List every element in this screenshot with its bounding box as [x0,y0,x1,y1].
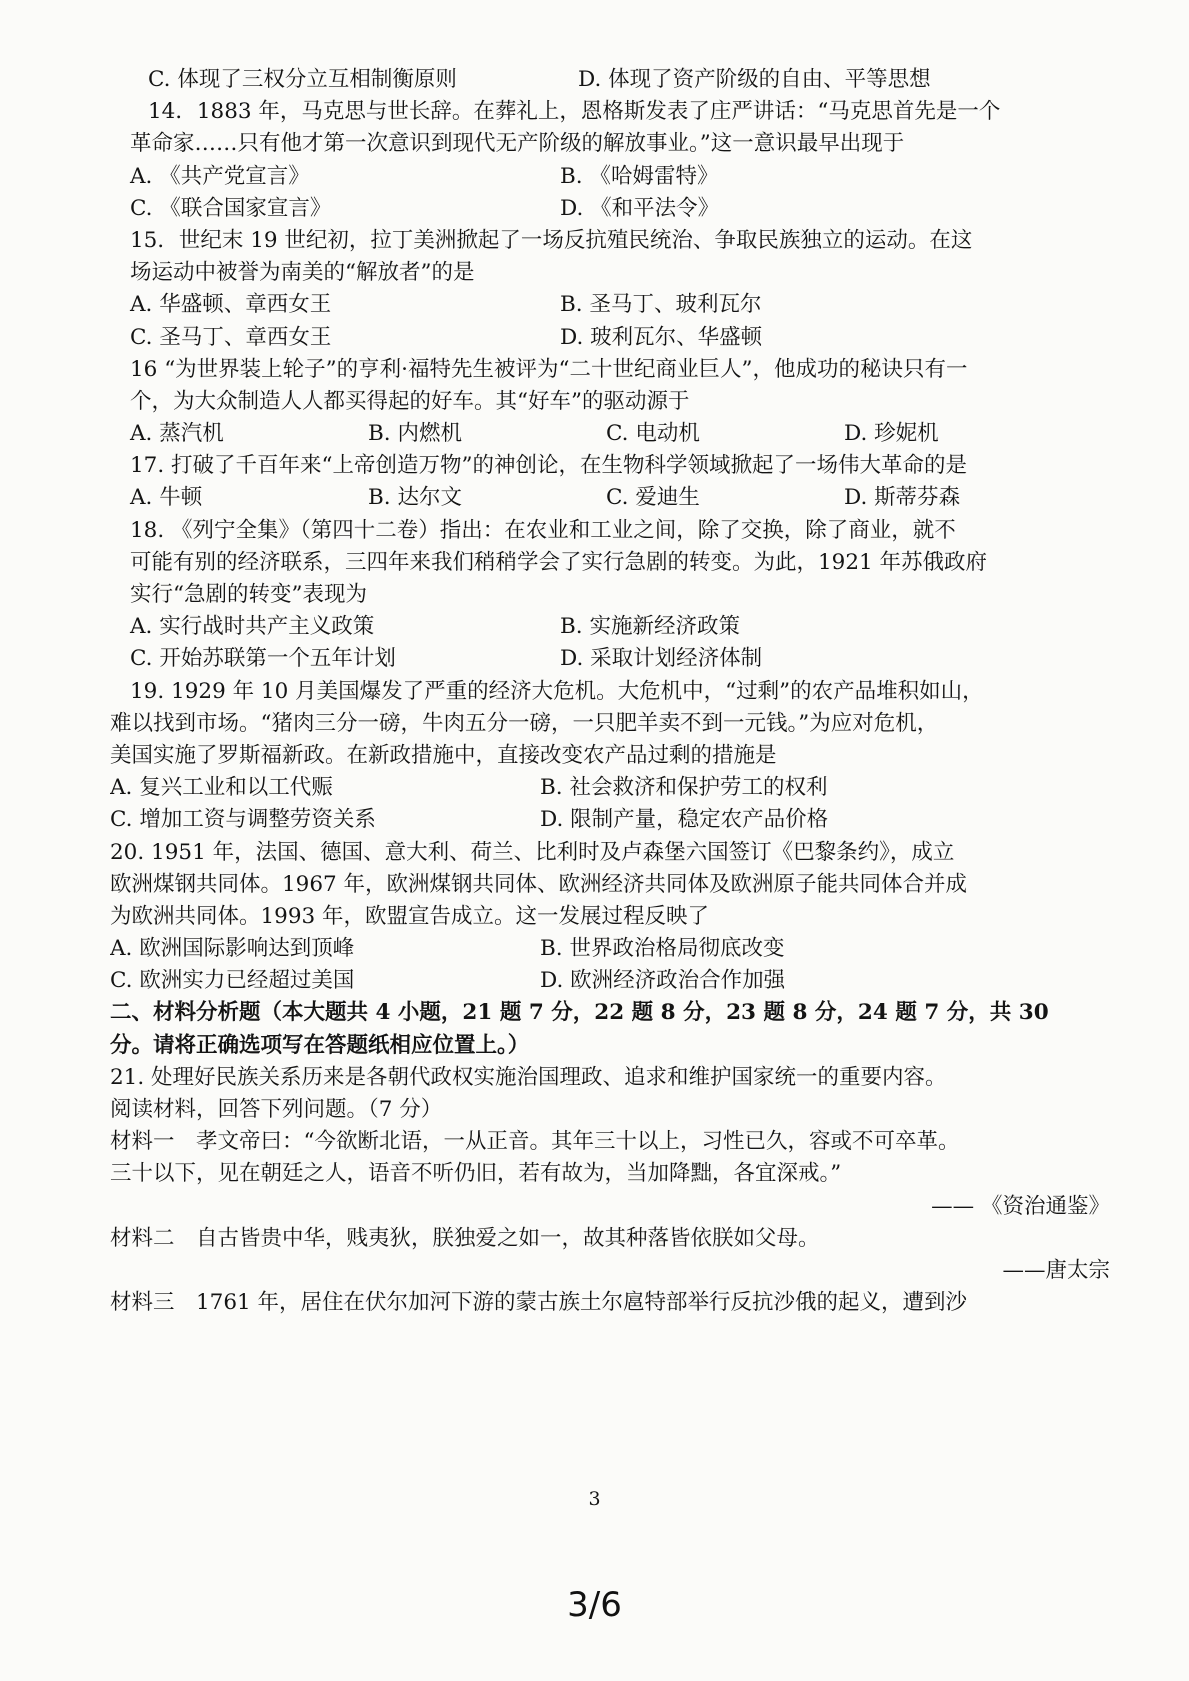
text-line: 二、材料分析题（本大题共 4 小题，21 题 7 分，22 题 8 分，23 题 8 分，24 题 7 分，共 30 [110,1000,1049,1026]
answer-option: C. 《联合国家宣言》 [130,195,332,221]
options-row [110,772,1110,804]
answer-option: B. 《哈姆雷特》 [560,163,719,189]
text-line: 14．1883 年，马克思与世长辞。在葬礼上，恩格斯发表了庄严讲话：“马克思首先是一个 [148,99,1001,125]
answer-option: D. 珍妮机 [844,421,939,447]
answer-option: D. 限制产量，稳定农产品价格 [540,807,829,833]
answer-option: D. 采取计划经济体制 [560,646,763,672]
answer-option: C. 开始苏联第一个五年计划 [130,646,396,672]
text-line: 15．世纪末 19 世纪初，拉丁美洲掀起了一场反抗殖民统治、争取民族独立的运动。在这 [130,227,973,253]
answer-option: C. 增加工资与调整劳资关系 [110,807,376,833]
text-line: 18. 《列宁全集》（第四十二卷）指出：在农业和工业之间，除了交换，除了商业，就不 [130,517,956,543]
answer-option: A. 华盛顿、章西女王 [130,292,332,318]
text-line: 20. 1951 年，法国、德国、意大利、荷兰、比利时及卢森堡六国签订《巴黎条约》，成立 [110,839,955,865]
text-line: 个，为大众制造人人都买得起的好车。其“好车”的驱动源于 [130,388,690,414]
options-row [110,289,1110,321]
answer-option: D. 斯蒂芬森 [844,485,961,511]
page-counter: 3/6 [567,1585,622,1625]
text-line: 19. 1929 年 10 月美国爆发了严重的经济大危机。大危机中，“过剩”的农产品堆积如山， [130,678,984,704]
answer-option: A. 牛顿 [130,485,203,511]
text-line: ——唐太宗 [1002,1257,1110,1283]
text-line: 美国实施了罗斯福新政。在新政措施中，直接改变农产品过剩的措施是 [110,742,777,768]
text-line: 17. 打破了千百年来“上帝创造万物”的神创论，在生物科学领域掀起了一场伟大革命的是 [130,453,968,479]
text-line: 21. 处理好民族关系历来是各朝代政权实施治国理政、追求和维护国家统一的重要内容。 [110,1064,947,1090]
answer-option: C. 电动机 [606,421,700,447]
text-line: 场运动中被誉为南美的“解放者”的是 [130,260,475,286]
answer-option: D. 玻利瓦尔、华盛顿 [560,324,763,350]
page-number: 3 [588,1488,601,1510]
text-line: 可能有别的经济联系，三四年来我们稍稍学会了实行急剧的转变。为此，1921 年苏俄政府 [130,549,988,575]
answer-option: A. 蒸汽机 [130,421,224,447]
options-row [110,322,1110,354]
text-line: 革命家……只有他才第一次意识到现代无产阶级的解放事业。”这一意识最早出现于 [130,131,905,157]
options-row [110,965,1110,997]
options-row [110,161,1110,193]
answer-option: C. 体现了三权分立互相制衡原则 [148,67,457,92]
text-line: 欧洲煤钢共同体。1967 年，欧洲煤钢共同体、欧洲经济共同体及欧洲原子能共同体合并成 [110,871,968,897]
answer-option: B. 世界政治格局彻底改变 [540,936,785,962]
options-row [110,643,1110,675]
answer-option: C. 圣马丁、章西女王 [130,324,332,350]
answer-option: B. 达尔文 [368,485,462,511]
options-row [110,933,1110,965]
answer-option: B. 内燃机 [368,421,462,447]
answer-option: B. 社会救济和保护劳工的权利 [540,775,828,801]
text-line: 材料二 自古皆贵中华，贱夷狄，朕独爱之如一，故其种落皆依朕如父母。 [110,1225,820,1251]
text-line: 三十以下，见在朝廷之人，语音不听仍旧，若有故为，当加降黜，各宜深戒。” [110,1161,842,1187]
answer-option: C. 爱迪生 [606,485,700,511]
answer-option: C. 欧洲实力已经超过美国 [110,968,355,994]
options-row [110,193,1110,225]
options-row [110,64,1110,96]
options-row [110,804,1110,836]
answer-option: D. 欧洲经济政治合作加强 [540,968,786,994]
page-content [110,64,1110,1319]
text-line: —— 《资治通鉴》 [931,1193,1110,1219]
answer-option: D. 《和平法令》 [560,195,720,221]
answer-option: B. 实施新经济政策 [560,614,740,640]
text-line: 为欧洲共同体。1993 年，欧盟宣告成立。这一发展过程反映了 [110,903,710,929]
answer-option: A. 实行战时共产主义政策 [130,614,375,640]
text-line: 阅读材料，回答下列问题。（7 分） [110,1097,443,1122]
answer-option: D. 体现了资产阶级的自由、平等思想 [578,67,931,92]
answer-option: B. 圣马丁、玻利瓦尔 [560,292,762,318]
answer-option: A. 欧洲国际影响达到顶峰 [110,936,355,962]
text-line: 分。请将正确选项写在答题纸相应位置上。） [110,1032,530,1058]
text-line: 16 “为世界装上轮子”的亨利·福特先生被评为“二十世纪商业巨人”，他成功的秘诀只有一 [130,356,968,382]
text-line: 材料三 1761 年，居住在伏尔加河下游的蒙古族土尔扈特部举行反抗沙俄的起义，遭到沙 [110,1290,968,1316]
options-row [110,611,1110,643]
options-row [110,418,1110,450]
text-line: 材料一 孝文帝曰：“今欲断北语，一从正音。其年三十以上，习性已久，容或不可卒革。 [110,1129,960,1155]
answer-option: A. 复兴工业和以工代赈 [110,775,333,801]
text-line: 难以找到市场。“猪肉三分一磅，牛肉五分一磅，一只肥羊卖不到一元钱。”为应对危机， [110,710,939,736]
answer-option: A. 《共产党宣言》 [130,163,310,189]
options-row [110,482,1110,514]
text-line: 实行“急剧的转变”表现为 [130,582,367,607]
